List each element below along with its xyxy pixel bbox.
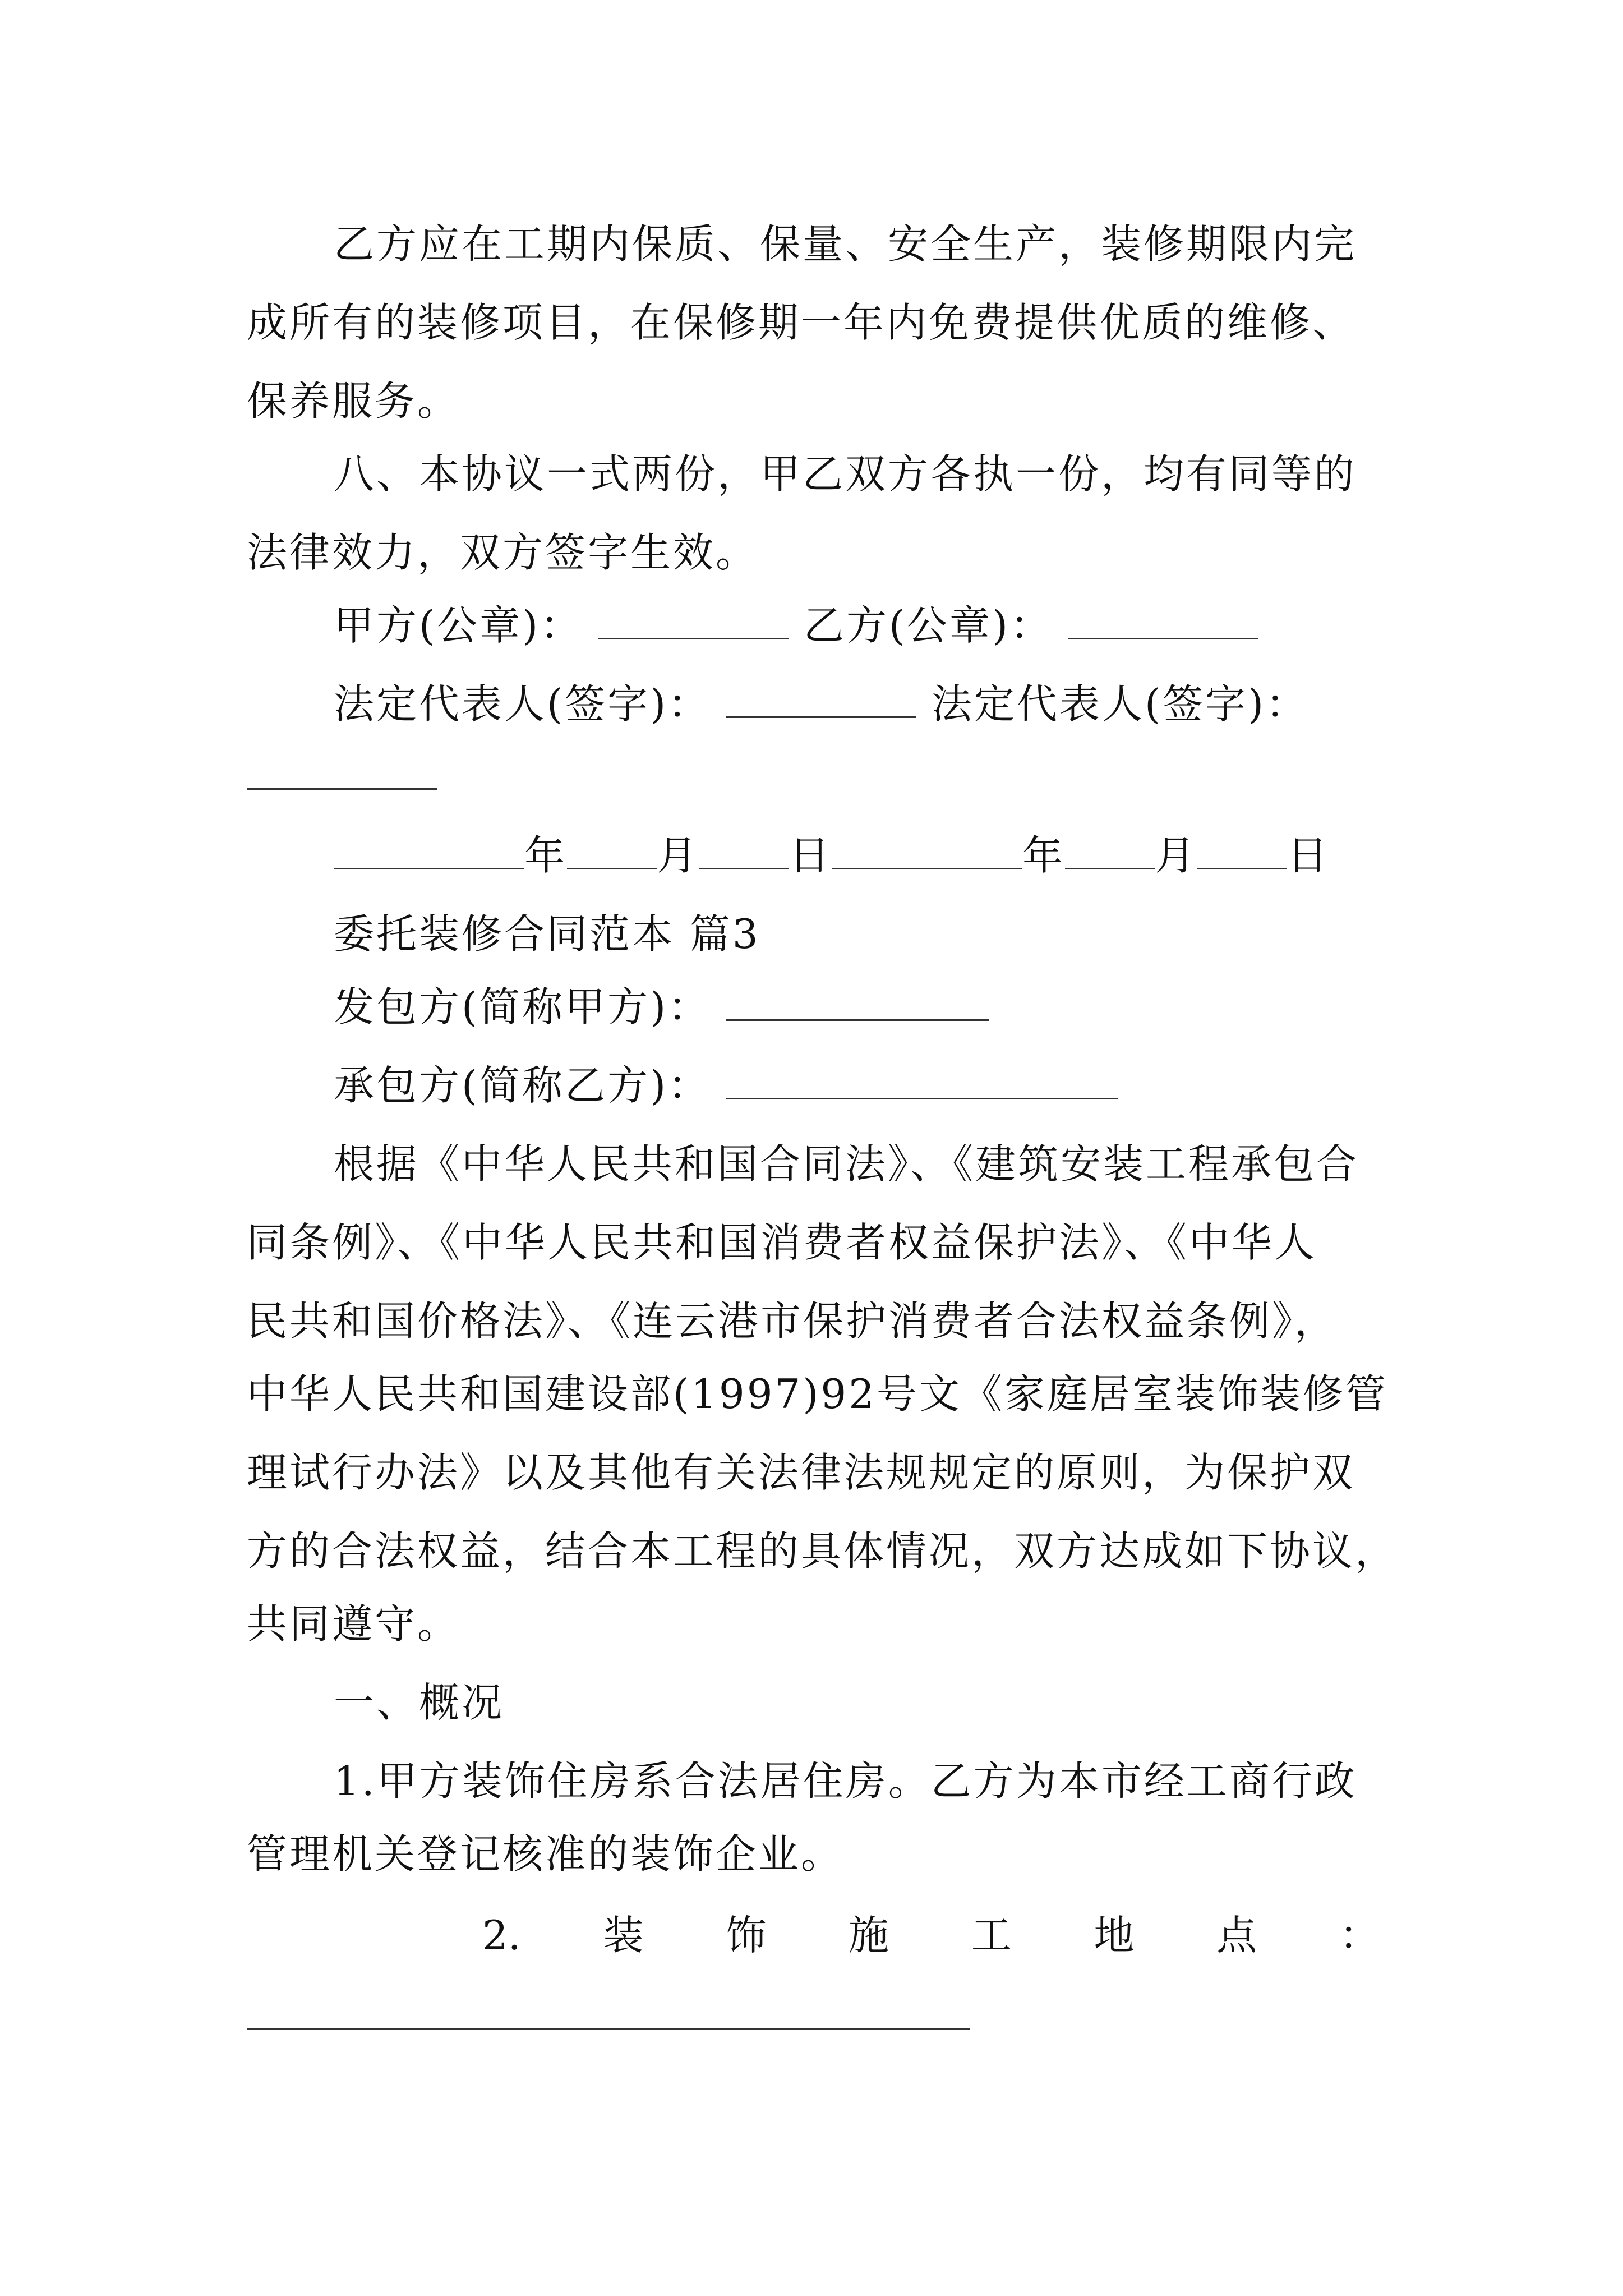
paragraph-line: 同条例》、《中华人民共和国消费者权益保护法》、《中华人 [247,1219,1317,1266]
rep-b-label: 法定代表人(签字)： [931,680,1309,728]
year-label: 年 [1022,832,1066,879]
client-blank [726,980,989,1021]
day-a-blank [699,829,789,869]
paragraph-line: 乙方应在工期内保质、保量、安全生产，装修期限内完 [334,220,1357,268]
client-label: 发包方(简称甲方)： [334,983,711,1030]
paragraph-line: 理试行办法》以及其他有关法律法规规定的原则，为保护双 [247,1449,1355,1496]
item-2-char: ： [1339,1912,1380,1959]
item-2-location-line [482,1907,1380,1963]
month-label: 月 [657,832,700,879]
day-label: 日 [789,832,832,879]
paragraph-line: 方的合法权益，结合本工程的具体情况，双方达成如下协议， [247,1527,1398,1575]
paragraph-line: 根据《中华人民共和国合同法》、《建筑安装工程承包合 [334,1140,1359,1188]
party-b-seal-blank [1068,599,1258,639]
rep-b-blank [247,788,437,790]
rep-a-blank [726,677,916,718]
location-blank [247,2028,970,2030]
item-2-char: 2. [482,1912,521,1959]
item-2-char: 地 [1094,1912,1135,1959]
item-line: 1.甲方装饰住房系合法居住房。乙方为本市经工商行政 [334,1757,1357,1805]
party-b-seal-label: 乙方(公章)： [803,602,1053,649]
client-line [334,979,989,1035]
contractor-blank [726,1059,1118,1099]
item-2-char: 点 [1216,1912,1257,1959]
item-2-char: 装 [603,1912,644,1959]
year-a-blank [334,829,524,869]
month-b-blank [1065,829,1155,869]
month-label: 月 [1155,832,1198,879]
contractor-line [334,1057,1118,1114]
party-a-seal-blank [598,599,789,639]
day-b-blank [1197,829,1287,869]
item-2-char: 饰 [726,1912,767,1959]
paragraph-line: 八、本协议一式两份，甲乙双方各执一份，均有同等的 [334,450,1357,498]
month-a-blank [567,829,657,869]
item-2-char: 工 [971,1912,1012,1959]
day-label: 日 [1287,832,1330,879]
item-line: 管理机关登记核准的装饰企业。 [247,1830,844,1878]
year-b-blank [832,829,1022,869]
section-title: 委托装修合同范本 篇3 [334,910,760,958]
item-2-char: 施 [848,1912,889,1959]
year-label: 年 [524,832,568,879]
seal-signature-line [334,597,1258,654]
paragraph-line: 法律效力，双方签字生效。 [247,529,759,576]
representative-signature-line [334,676,1308,732]
paragraph-line: 共同遵守。 [247,1600,460,1648]
paragraph-line: 成所有的装修项目，在保修期一年内免费提供优质的维修、 [247,299,1355,346]
paragraph-line: 民共和国价格法》、《连云港市保护消费者合法权益条例》， [247,1297,1338,1345]
date-line [334,827,1330,884]
contractor-label: 承包方(简称乙方)： [334,1062,711,1109]
party-a-seal-label: 甲方(公章)： [334,602,583,649]
heading-overview: 一、概况 [334,1679,505,1726]
paragraph-line: 中华人民共和国建设部(1997)92号文《家庭居室装饰装修管 [247,1370,1389,1418]
rep-a-label: 法定代表人(签字)： [334,680,711,728]
paragraph-line: 保养服务。 [247,378,460,425]
